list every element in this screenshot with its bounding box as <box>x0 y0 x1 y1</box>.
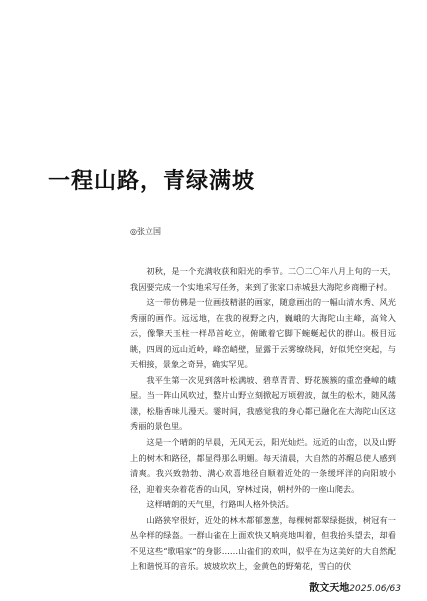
paragraph: 山路狭窄很好，近处的林木都郁葱葱，每棵树都翠绿挺拔，树冠有一丛伞样的绿盔。一群山雀在上面欢快又响亮地叫着，但我抬头望去，却看不见这些“歌唱家”的身影……山雀们的欢叫，似乎在为这美好的大自然配上和谐悦耳的音乐。坡坡坎坎上，金黄色的野菊花，雪白的伏 <box>130 514 396 572</box>
issue-page-number: 2025.06/63 <box>349 584 401 594</box>
page-footer <box>309 579 401 594</box>
article-title: 一程山路，青绿满坡 <box>48 168 256 194</box>
magazine-name: 散文天地 <box>309 583 350 594</box>
paragraph: 我平生第一次见到落叶松满坡、碧草青青、野花簇簇的重峦叠嶂的峨屋。当一阵山风吹过，整片山野立刻掀起万顷碧波，氤生的松木，随风荡漾，松脂香味儿漫天。霎时间，我感觉我的身心都已融化在大海陀山区这秀丽的景色里。 <box>130 374 396 432</box>
paragraph: 这样晴朗的天气里，行路叫人格外快活。 <box>146 499 294 510</box>
paragraph: 初秋，是一个充满收获和阳光的季节。二〇二〇年八月上旬的一天，我因要完成一个实地采写任务，来到了张家口赤城县大海陀乡商栅子村。 <box>130 266 396 292</box>
paragraph: 这是一个晴朗的早晨，无风无云，阳光灿烂。远近的山峦，以及山野上的树木和路径，都显得那么明媚。每天清晨，大自然的苏醒总使人感到清爽。我兴致勃勃、满心欢喜地径自顺着近处的一条缓坪洋的向阳坡小径，迎着夹杂着花香的山风，穿林过岗，朝村外的一座山爬去。 <box>130 437 396 494</box>
article-body <box>130 264 396 575</box>
paragraph: 这一带仿佛是一位画技精湛的画家，随意画出的一幅山清水秀、风光秀丽的画作。远远地，在我的视野之内，巍峨的大海陀山主峰，高耸入云，像擎天玉柱一样昂首屹立，俯瞰着它脚下蜿蜒起伏的群山。极目远眺，四周的远山近岭，峰峦峭壁，显露于云雾缭绕间，好似凭空突起，与天相接，景象之奇异，确实罕见。 <box>130 297 396 370</box>
article-author: ◎张立国 <box>130 227 161 236</box>
